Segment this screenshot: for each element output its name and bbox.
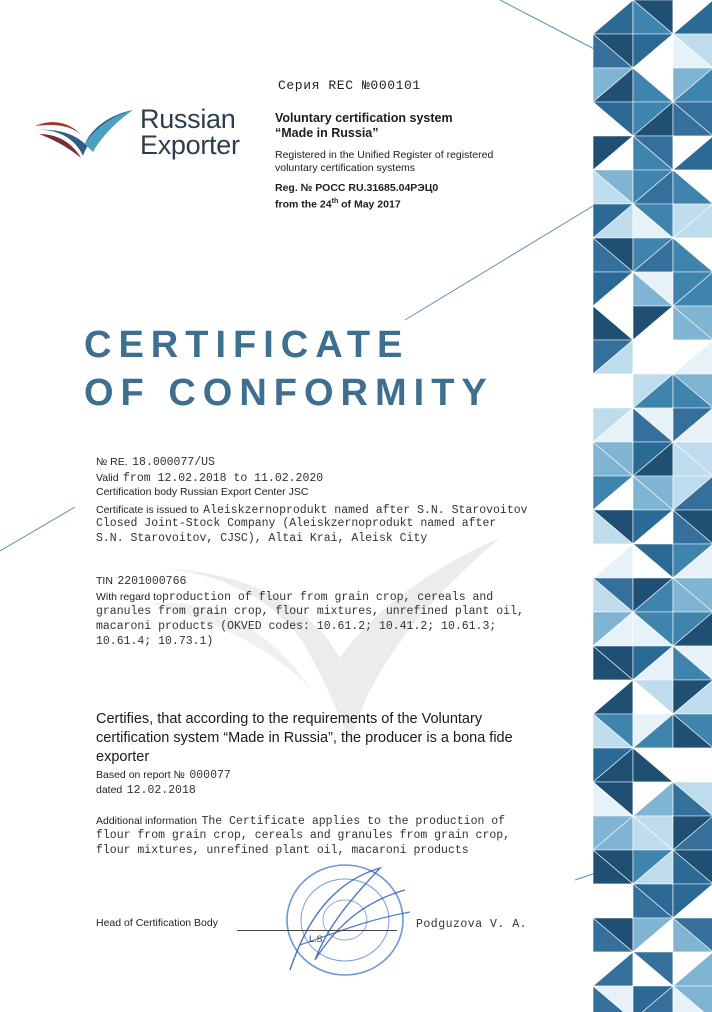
system-title-line2: “Made in Russia” [275,126,379,140]
certificate-number-label: № RE. [96,456,128,468]
registered-line1: Registered in the Unified Register of registered [275,149,494,161]
reg-date-sup: th [331,198,339,205]
certificate-number-row [96,453,215,471]
logo-line-russian: Russian [140,104,236,134]
tin-value: 2201000766 [117,575,187,588]
logo-line-exporter: Exporter [140,130,240,160]
additional-info-line2: flour from grain crop, cereals and granules from grain crop, [96,829,511,842]
dated-row [96,781,196,799]
dated-label: dated [96,784,123,796]
certifies-statement: Certifies, that according to the requirements of the Voluntary certification system “Made in Russia”, the producer is a bona fide exporter [96,711,513,765]
signature-line [237,930,397,931]
title-line2: OF CONFORMITY [84,372,494,414]
issued-to-line1: Aleiskzernoprodukt named after S.N. Starovoitov [203,504,528,517]
report-value: 000077 [189,769,231,782]
additional-info-line3: flour mixtures, unrefined plant oil, macaroni products [96,844,469,857]
reg-date-prefix: from the 24 [275,198,332,211]
report-label: Based on report № [96,769,185,781]
certificate-title [84,321,494,417]
geometric-ribbon [593,0,712,1012]
series-number: Серия REC №000101 [278,78,421,93]
regard-line3: macaroni products (OKVED codes: 10.61.2; 10.41.2; 10.61.3; [96,620,497,633]
system-title [275,111,453,141]
regard-line2: granules from grain crop, flour mixtures, unrefined plant oil, [96,605,524,618]
locus-sigilli-label: L.S. [309,934,326,944]
signature-label: Head of Certification Body [96,917,218,929]
validity-value: from 12.02.2018 to 11.02.2020 [123,472,324,485]
regard-label: With regard to [96,591,162,603]
title-line1: CERTIFICATE [84,324,410,366]
dated-value: 12.02.2018 [126,784,196,797]
certification-body: Certification body Russian Export Center JSC [96,486,309,498]
reg-date-suffix: of May 2017 [338,198,401,211]
tin-row [96,572,186,590]
registration-date [275,195,438,212]
regard-line1: production of flour from grain crop, cereals and [161,591,494,604]
regard-row [96,588,493,606]
validity-row [96,469,323,487]
registered-note [275,149,535,175]
additional-info-line1: The Certificate applies to the production of [201,815,506,828]
registration-number: Reg. № РОСС RU.31685.04РЭЦ0 [275,182,439,194]
signatory-name: Podguzova V. A. [416,918,528,931]
registered-line2: voluntary certification systems [275,162,416,174]
ribbon-pattern [593,0,712,1012]
regard-line4: 10.61.4; 10.73.1) [96,635,214,648]
validity-label: Valid [96,472,119,484]
additional-info-row [96,812,505,830]
issued-to-line3: S.N. Starovoitov, CJSC), Altai Krai, Aleisk City [96,532,428,545]
russian-exporter-bird-logo-icon [33,104,135,160]
tin-label: TIN [96,575,113,587]
certificate-number-value: 18.000077/US [132,456,215,469]
stamp-seal-icon [270,850,420,980]
additional-info-label: Additional information [96,815,197,827]
issued-to-label: Certificate is issued to [96,504,199,516]
issued-to-line2: Closed Joint-Stock Company (Aleiskzernoprodukt named after [96,517,497,530]
system-title-line1: Voluntary certification system [275,111,453,125]
registration-block [275,181,438,212]
logo-wordmark [140,106,240,158]
